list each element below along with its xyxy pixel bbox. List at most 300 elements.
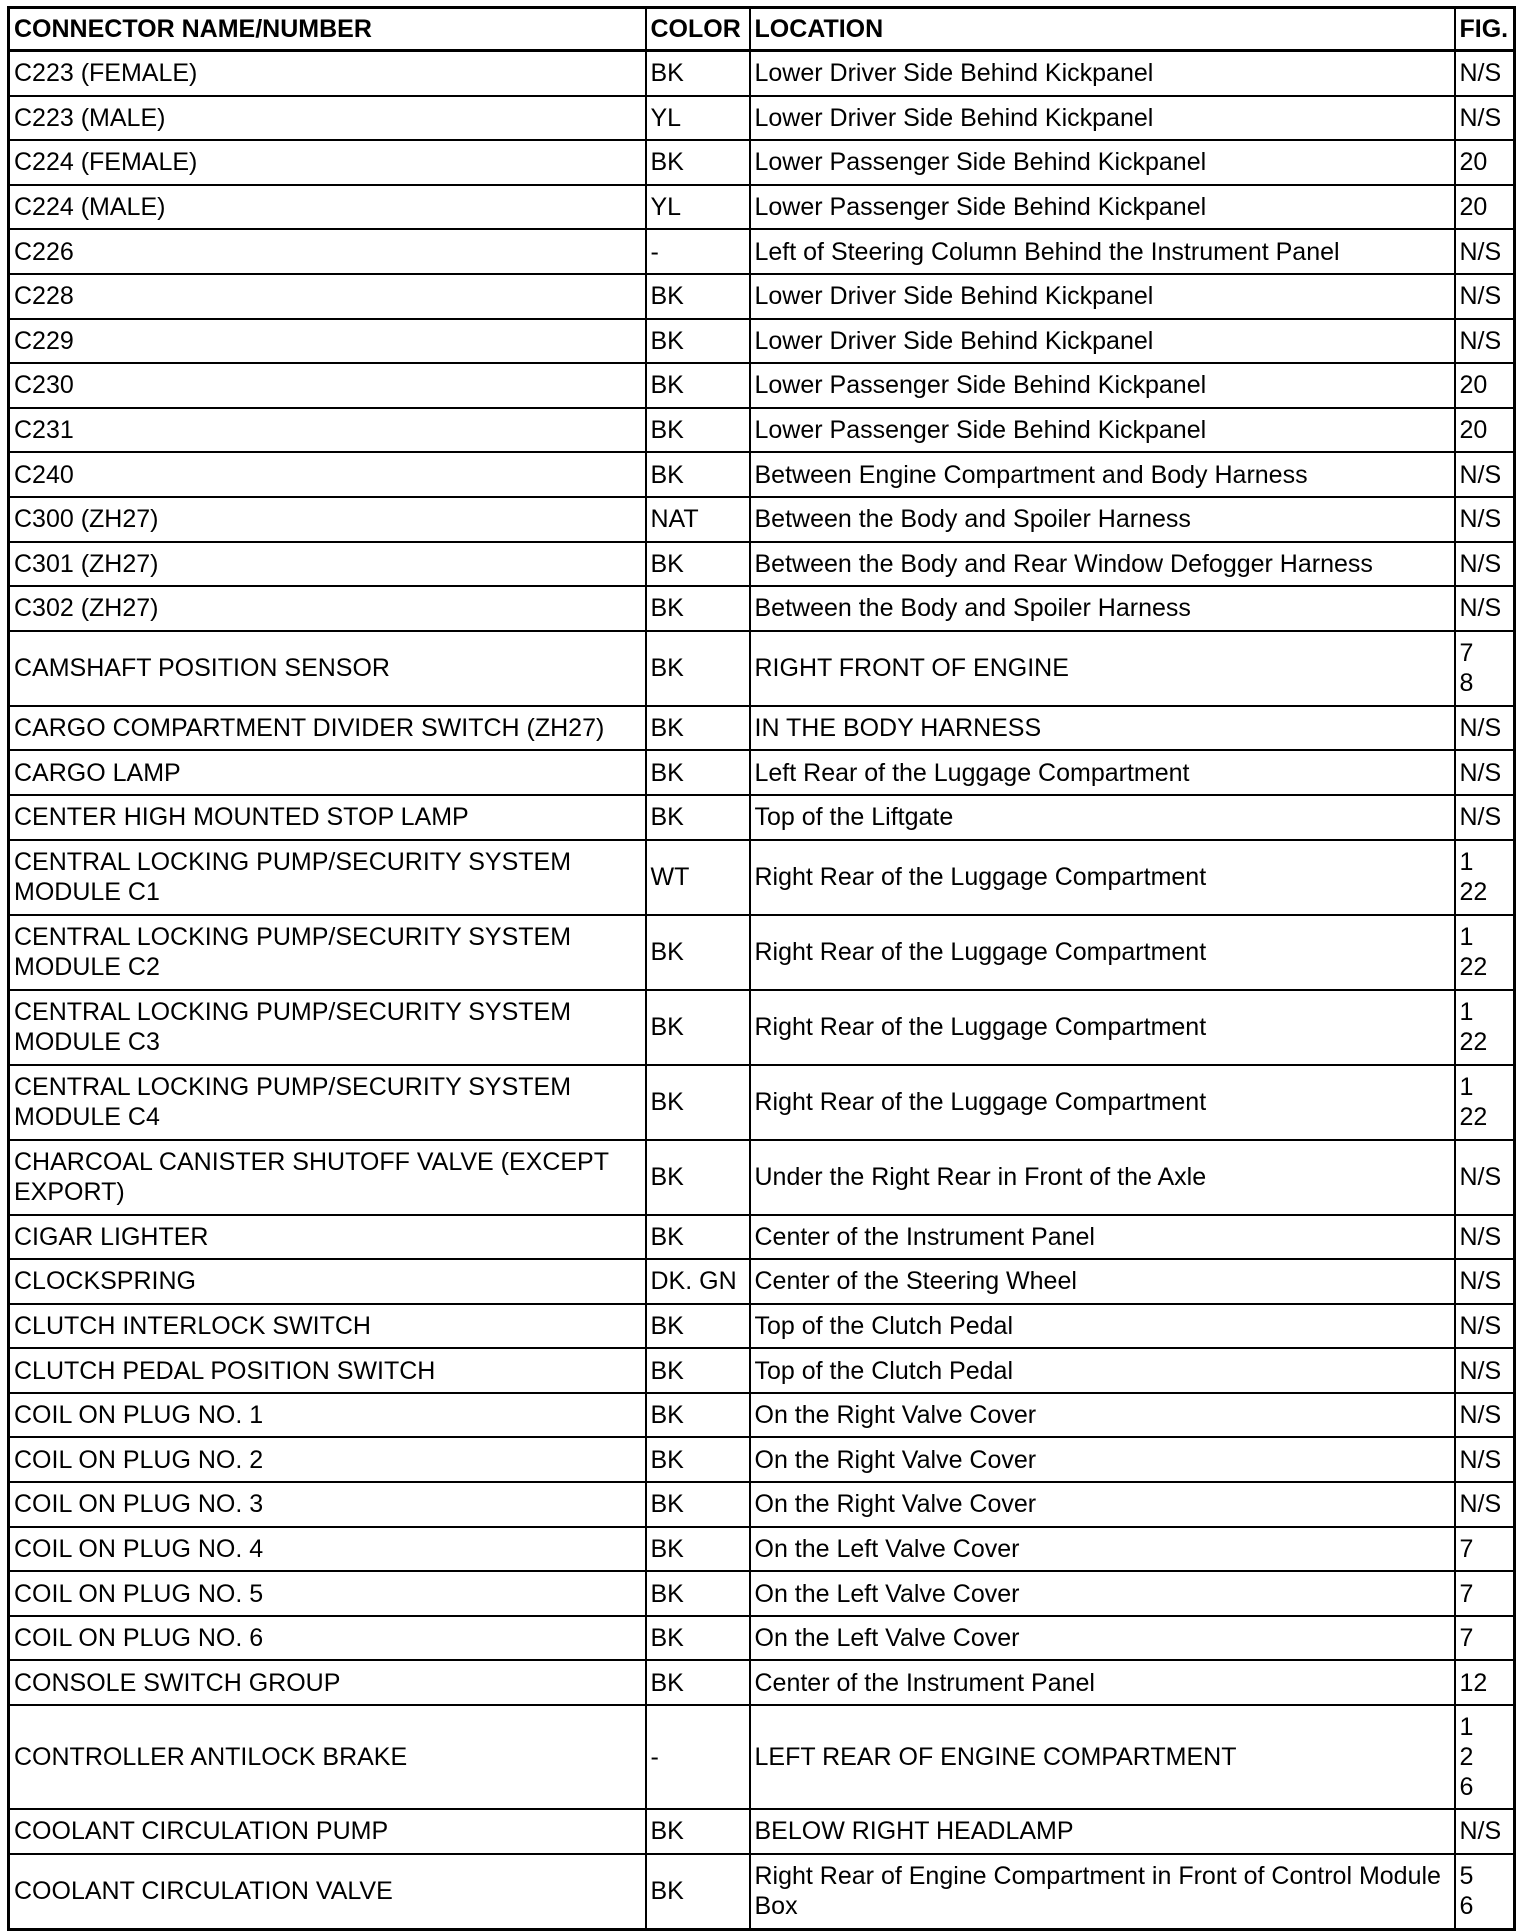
cell-fig — [1455, 750, 1515, 795]
cell-color-text: BK — [650, 416, 684, 445]
cell-fig — [1455, 1616, 1515, 1661]
cell-color-text: YL — [650, 103, 682, 132]
cell-connector-name — [9, 750, 646, 795]
cell-fig-text: 1 22 — [1459, 1073, 1488, 1131]
cell-fig-text: N/S — [1459, 1445, 1502, 1474]
cell-fig — [1455, 990, 1515, 1065]
cell-location — [750, 1854, 1455, 1930]
cell-location — [750, 140, 1455, 185]
cell-fig-text: 1 22 — [1459, 998, 1488, 1056]
cell-color-text: BK — [650, 1490, 684, 1519]
cell-location — [750, 229, 1455, 274]
cell-location-text: On the Left Valve Cover — [754, 1624, 1020, 1653]
cell-fig — [1455, 542, 1515, 587]
cell-connector-name-text: CENTER HIGH MOUNTED STOP LAMP — [14, 803, 469, 832]
cell-location-text: Right Rear of the Luggage Compartment — [754, 1013, 1207, 1041]
cell-color-text: DK. GN — [650, 1267, 737, 1296]
cell-location — [750, 1065, 1455, 1140]
cell-connector-name-text: C223 (MALE) — [14, 103, 166, 132]
cell-location — [750, 915, 1455, 990]
header-connector-name: CONNECTOR NAME/NUMBER — [9, 8, 646, 51]
table-row — [9, 96, 1515, 141]
cell-fig-text: N/S — [1459, 1817, 1502, 1846]
table-row — [9, 1571, 1515, 1616]
cell-fig — [1455, 706, 1515, 751]
cell-connector-name-text: C224 (MALE) — [14, 193, 166, 222]
cell-fig — [1455, 1348, 1515, 1393]
cell-color-text: BK — [650, 282, 684, 311]
cell-connector-name — [9, 795, 646, 840]
cell-fig — [1455, 274, 1515, 319]
cell-connector-name — [9, 140, 646, 185]
cell-location-text: On the Right Valve Cover — [754, 1445, 1037, 1474]
cell-location-text: On the Left Valve Cover — [754, 1534, 1020, 1563]
cell-color — [646, 1215, 750, 1260]
table-row — [9, 1705, 1515, 1809]
cell-fig-text: 20 — [1459, 193, 1488, 222]
cell-color — [646, 586, 750, 631]
cell-connector-name-text: C300 (ZH27) — [14, 505, 159, 534]
cell-color-text: WT — [650, 863, 690, 891]
table-row — [9, 229, 1515, 274]
cell-location — [750, 1482, 1455, 1527]
cell-location-text: Top of the Liftgate — [754, 803, 954, 832]
cell-fig — [1455, 586, 1515, 631]
cell-color — [646, 1304, 750, 1349]
cell-fig — [1455, 795, 1515, 840]
cell-fig — [1455, 1482, 1515, 1527]
cell-connector-name — [9, 1065, 646, 1140]
cell-location — [750, 1616, 1455, 1661]
cell-connector-name-text: COIL ON PLUG NO. 1 — [14, 1401, 264, 1430]
cell-fig-text: 20 — [1459, 416, 1488, 445]
table-row — [9, 452, 1515, 497]
cell-connector-name-text: COOLANT CIRCULATION PUMP — [14, 1817, 389, 1846]
cell-fig-text: N/S — [1459, 549, 1502, 578]
cell-location-text: Lower Driver Side Behind Kickpanel — [754, 59, 1154, 88]
cell-location-text: Lower Passenger Side Behind Kickpanel — [754, 371, 1207, 400]
cell-color — [646, 1571, 750, 1616]
cell-color — [646, 1348, 750, 1393]
cell-location-text: Top of the Clutch Pedal — [754, 1311, 1013, 1340]
cell-location — [750, 706, 1455, 751]
table-row — [9, 1527, 1515, 1572]
connector-table — [7, 6, 1516, 1931]
cell-color-text: BK — [650, 1013, 684, 1041]
cell-color — [646, 452, 750, 497]
cell-fig — [1455, 1393, 1515, 1438]
cell-color-text: BK — [650, 594, 684, 623]
cell-connector-name — [9, 1437, 646, 1482]
cell-connector-name — [9, 1140, 646, 1215]
cell-location-text: LEFT REAR OF ENGINE COMPARTMENT — [754, 1743, 1237, 1772]
cell-connector-name-text: C230 — [14, 371, 74, 400]
cell-fig-text: 20 — [1459, 148, 1488, 177]
cell-location — [750, 1348, 1455, 1393]
cell-color — [646, 1854, 750, 1930]
cell-color — [646, 1705, 750, 1809]
cell-color-text: BK — [650, 1579, 684, 1608]
cell-fig-text: 1 2 6 — [1459, 1713, 1474, 1802]
cell-location-text: IN THE BODY HARNESS — [754, 714, 1042, 743]
cell-location — [750, 631, 1455, 706]
cell-connector-name — [9, 1571, 646, 1616]
cell-connector-name-text: C301 (ZH27) — [14, 549, 159, 578]
cell-connector-name-text: COIL ON PLUG NO. 2 — [14, 1445, 264, 1474]
cell-fig-text: N/S — [1459, 758, 1502, 787]
cell-fig-text: N/S — [1459, 594, 1502, 623]
cell-connector-name-text: COOLANT CIRCULATION VALVE — [14, 1877, 393, 1906]
cell-connector-name-text: C240 — [14, 460, 74, 489]
cell-connector-name-text: CLOCKSPRING — [14, 1267, 196, 1296]
cell-connector-name — [9, 274, 646, 319]
cell-fig-text: 7 8 — [1459, 639, 1474, 698]
cell-location-text: Right Rear of the Luggage Compartment — [754, 863, 1207, 891]
cell-fig-text: N/S — [1459, 59, 1502, 88]
table-row — [9, 1809, 1515, 1854]
cell-color-text: BK — [650, 1445, 684, 1474]
cell-connector-name — [9, 229, 646, 274]
cell-color-text: BK — [650, 1534, 684, 1563]
cell-fig-text: N/S — [1459, 1267, 1502, 1296]
table-body — [9, 51, 1515, 1930]
cell-color — [646, 706, 750, 751]
cell-color — [646, 497, 750, 542]
cell-color — [646, 319, 750, 364]
cell-location-text: Between Engine Compartment and Body Harness — [754, 460, 1308, 489]
cell-fig-text: N/S — [1459, 1311, 1502, 1340]
cell-fig-text: 5 6 — [1459, 1862, 1474, 1921]
cell-location — [750, 1705, 1455, 1809]
cell-location-text: Right Rear of the Luggage Compartment — [754, 938, 1207, 966]
cell-color-text: BK — [650, 549, 684, 578]
cell-fig-text: 1 22 — [1459, 923, 1488, 981]
cell-color — [646, 363, 750, 408]
table-row — [9, 1393, 1515, 1438]
cell-color — [646, 1809, 750, 1854]
cell-color — [646, 1616, 750, 1661]
cell-location — [750, 542, 1455, 587]
cell-location-text: Right Rear of the Luggage Compartment — [754, 1088, 1207, 1116]
cell-location-text: Lower Driver Side Behind Kickpanel — [754, 103, 1154, 132]
table-row — [9, 274, 1515, 319]
cell-fig — [1455, 1437, 1515, 1482]
cell-location — [750, 1571, 1455, 1616]
cell-fig — [1455, 1854, 1515, 1930]
cell-color — [646, 915, 750, 990]
cell-color — [646, 185, 750, 230]
cell-connector-name-text: CENTRAL LOCKING PUMP/SECURITY SYSTEM MODULE C4 — [14, 1073, 572, 1131]
cell-color-text: BK — [650, 1088, 684, 1116]
table-row — [9, 990, 1515, 1065]
cell-color — [646, 1140, 750, 1215]
cell-color-text: BK — [650, 148, 684, 177]
cell-location-text: RIGHT FRONT OF ENGINE — [754, 654, 1069, 683]
table-row — [9, 1259, 1515, 1304]
cell-location-text: Center of the Instrument Panel — [754, 1668, 1095, 1697]
cell-connector-name-text: CLUTCH INTERLOCK SWITCH — [14, 1311, 371, 1340]
cell-location-text: Right Rear of Engine Compartment in Front of Control Module Box — [754, 1862, 1441, 1921]
cell-connector-name-text: CENTRAL LOCKING PUMP/SECURITY SYSTEM MODULE C3 — [14, 998, 572, 1056]
table-row — [9, 1482, 1515, 1527]
cell-fig-text: N/S — [1459, 460, 1502, 489]
cell-fig-text: N/S — [1459, 237, 1502, 266]
table-header-row — [9, 8, 1515, 51]
cell-location — [750, 452, 1455, 497]
table-row — [9, 795, 1515, 840]
table-row — [9, 363, 1515, 408]
cell-fig — [1455, 140, 1515, 185]
cell-color — [646, 51, 750, 96]
cell-location — [750, 1437, 1455, 1482]
cell-color-text: BK — [650, 654, 684, 683]
cell-color — [646, 840, 750, 915]
cell-connector-name-text: C224 (FEMALE) — [14, 148, 198, 177]
table-row — [9, 915, 1515, 990]
cell-location — [750, 497, 1455, 542]
cell-fig — [1455, 840, 1515, 915]
cell-fig — [1455, 452, 1515, 497]
cell-color — [646, 274, 750, 319]
cell-fig — [1455, 497, 1515, 542]
cell-location — [750, 1393, 1455, 1438]
cell-fig-text: N/S — [1459, 1163, 1502, 1191]
cell-connector-name-text: CARGO LAMP — [14, 758, 181, 787]
cell-connector-name-text: C229 — [14, 326, 74, 355]
cell-color — [646, 1527, 750, 1572]
cell-location-text: Center of the Instrument Panel — [754, 1222, 1095, 1251]
table-row — [9, 1065, 1515, 1140]
cell-location — [750, 1215, 1455, 1260]
cell-location-text: On the Right Valve Cover — [754, 1490, 1037, 1519]
table-row — [9, 840, 1515, 915]
cell-location-text: Center of the Steering Wheel — [754, 1267, 1077, 1296]
cell-color — [646, 1259, 750, 1304]
cell-connector-name — [9, 497, 646, 542]
table-row — [9, 631, 1515, 706]
cell-location — [750, 795, 1455, 840]
cell-fig — [1455, 1140, 1515, 1215]
cell-connector-name-text: CAMSHAFT POSITION SENSOR — [14, 654, 390, 683]
cell-fig — [1455, 1259, 1515, 1304]
cell-connector-name-text: C223 (FEMALE) — [14, 59, 198, 88]
cell-color — [646, 750, 750, 795]
cell-connector-name — [9, 1854, 646, 1930]
cell-fig-text: N/S — [1459, 1222, 1502, 1251]
cell-fig — [1455, 1065, 1515, 1140]
cell-connector-name-text: C226 — [14, 237, 74, 266]
cell-location-text: Lower Passenger Side Behind Kickpanel — [754, 193, 1207, 222]
cell-location — [750, 408, 1455, 453]
cell-color — [646, 96, 750, 141]
cell-location — [750, 1809, 1455, 1854]
cell-fig — [1455, 319, 1515, 364]
cell-connector-name — [9, 1616, 646, 1661]
cell-color-text: BK — [650, 714, 684, 743]
cell-fig-text: 20 — [1459, 371, 1488, 400]
cell-color-text: BK — [650, 1401, 684, 1430]
header-location: LOCATION — [750, 8, 1455, 51]
table-row — [9, 750, 1515, 795]
cell-connector-name — [9, 915, 646, 990]
cell-location-text: Lower Passenger Side Behind Kickpanel — [754, 148, 1207, 177]
cell-color-text: NAT — [650, 505, 699, 534]
cell-connector-name — [9, 1527, 646, 1572]
cell-color — [646, 1660, 750, 1705]
cell-fig-text: N/S — [1459, 803, 1502, 832]
cell-location-text: Between the Body and Rear Window Defogger Harness — [754, 549, 1373, 578]
cell-fig — [1455, 408, 1515, 453]
cell-color — [646, 140, 750, 185]
cell-color-text: BK — [650, 371, 684, 400]
cell-connector-name — [9, 840, 646, 915]
cell-connector-name — [9, 96, 646, 141]
cell-fig — [1455, 915, 1515, 990]
cell-color-text: BK — [650, 1163, 684, 1191]
cell-location-text: Between the Body and Spoiler Harness — [754, 594, 1191, 623]
cell-connector-name — [9, 1705, 646, 1809]
cell-fig-text: N/S — [1459, 326, 1502, 355]
cell-connector-name — [9, 51, 646, 96]
cell-connector-name-text: CARGO COMPARTMENT DIVIDER SWITCH (ZH27) — [14, 714, 605, 743]
cell-fig — [1455, 96, 1515, 141]
cell-connector-name-text: COIL ON PLUG NO. 4 — [14, 1534, 264, 1563]
cell-fig — [1455, 1527, 1515, 1572]
table-row — [9, 1616, 1515, 1661]
cell-fig-text: 1 22 — [1459, 848, 1488, 906]
table-row — [9, 1215, 1515, 1260]
cell-location-text: Top of the Clutch Pedal — [754, 1356, 1013, 1385]
cell-location — [750, 1527, 1455, 1572]
cell-fig-text: 7 — [1459, 1534, 1474, 1563]
cell-location — [750, 274, 1455, 319]
cell-location-text: Left Rear of the Luggage Compartment — [754, 758, 1190, 787]
cell-color-text: YL — [650, 193, 682, 222]
cell-location — [750, 990, 1455, 1065]
cell-location — [750, 319, 1455, 364]
cell-connector-name — [9, 1259, 646, 1304]
cell-connector-name — [9, 706, 646, 751]
cell-fig — [1455, 185, 1515, 230]
cell-connector-name — [9, 319, 646, 364]
table-row — [9, 1304, 1515, 1349]
cell-location-text: Between the Body and Spoiler Harness — [754, 505, 1191, 534]
cell-connector-name — [9, 363, 646, 408]
cell-connector-name — [9, 1482, 646, 1527]
cell-connector-name — [9, 408, 646, 453]
cell-fig — [1455, 1304, 1515, 1349]
cell-location-text: Lower Driver Side Behind Kickpanel — [754, 282, 1154, 311]
cell-location — [750, 1259, 1455, 1304]
cell-location — [750, 840, 1455, 915]
cell-connector-name — [9, 1660, 646, 1705]
table-row — [9, 51, 1515, 96]
cell-connector-name-text: CLUTCH PEDAL POSITION SWITCH — [14, 1356, 436, 1385]
cell-location — [750, 1304, 1455, 1349]
cell-connector-name — [9, 1304, 646, 1349]
cell-color-text: BK — [650, 1817, 684, 1846]
cell-fig — [1455, 1809, 1515, 1854]
cell-color-text: BK — [650, 1877, 684, 1906]
cell-color-text: - — [650, 237, 659, 266]
cell-fig-text: N/S — [1459, 714, 1502, 743]
cell-connector-name — [9, 1809, 646, 1854]
cell-location — [750, 96, 1455, 141]
cell-fig — [1455, 51, 1515, 96]
cell-connector-name — [9, 586, 646, 631]
cell-connector-name-text: C302 (ZH27) — [14, 594, 159, 623]
cell-connector-name-text: CONTROLLER ANTILOCK BRAKE — [14, 1743, 408, 1772]
cell-location — [750, 185, 1455, 230]
cell-location-text: BELOW RIGHT HEADLAMP — [754, 1817, 1074, 1846]
cell-location — [750, 1140, 1455, 1215]
cell-location-text: On the Right Valve Cover — [754, 1401, 1037, 1430]
table-row — [9, 319, 1515, 364]
cell-color-text: BK — [650, 460, 684, 489]
table-row — [9, 408, 1515, 453]
cell-connector-name-text: C228 — [14, 282, 74, 311]
cell-connector-name-text: CONSOLE SWITCH GROUP — [14, 1668, 341, 1697]
cell-color-text: BK — [650, 326, 684, 355]
cell-color-text: BK — [650, 938, 684, 966]
cell-location-text: Lower Passenger Side Behind Kickpanel — [754, 416, 1207, 445]
cell-color-text: BK — [650, 1668, 684, 1697]
cell-connector-name — [9, 542, 646, 587]
cell-color-text: BK — [650, 1356, 684, 1385]
cell-fig — [1455, 1571, 1515, 1616]
cell-location — [750, 586, 1455, 631]
header-fig: FIG. — [1455, 8, 1515, 51]
cell-color — [646, 229, 750, 274]
table-row — [9, 706, 1515, 751]
cell-fig-text: N/S — [1459, 1490, 1502, 1519]
cell-connector-name-text: COIL ON PLUG NO. 6 — [14, 1624, 264, 1653]
cell-connector-name-text: CENTRAL LOCKING PUMP/SECURITY SYSTEM MODULE C2 — [14, 923, 572, 981]
cell-fig-text: N/S — [1459, 1401, 1502, 1430]
cell-color — [646, 1393, 750, 1438]
connector-table-container — [7, 6, 1513, 1931]
cell-color — [646, 990, 750, 1065]
cell-connector-name-text: CIGAR LIGHTER — [14, 1222, 209, 1251]
table-row — [9, 1437, 1515, 1482]
table-row — [9, 1854, 1515, 1930]
cell-location — [750, 363, 1455, 408]
cell-color-text: BK — [650, 1624, 684, 1653]
cell-location-text: Lower Driver Side Behind Kickpanel — [754, 326, 1154, 355]
cell-color-text: BK — [650, 59, 684, 88]
cell-fig — [1455, 363, 1515, 408]
cell-fig-text: 7 — [1459, 1624, 1474, 1653]
table-row — [9, 140, 1515, 185]
table-row — [9, 1140, 1515, 1215]
cell-fig-text: N/S — [1459, 1356, 1502, 1385]
cell-color — [646, 1437, 750, 1482]
cell-fig — [1455, 1660, 1515, 1705]
cell-connector-name-text: C231 — [14, 416, 74, 445]
cell-location-text: Left of Steering Column Behind the Instrument Panel — [754, 237, 1340, 266]
cell-fig — [1455, 1215, 1515, 1260]
cell-connector-name — [9, 1215, 646, 1260]
cell-location — [750, 750, 1455, 795]
table-row — [9, 497, 1515, 542]
table-row — [9, 185, 1515, 230]
cell-fig-text: N/S — [1459, 505, 1502, 534]
cell-color — [646, 631, 750, 706]
cell-connector-name — [9, 990, 646, 1065]
cell-connector-name-text: CENTRAL LOCKING PUMP/SECURITY SYSTEM MODULE C1 — [14, 848, 572, 906]
cell-fig — [1455, 631, 1515, 706]
cell-color — [646, 795, 750, 840]
